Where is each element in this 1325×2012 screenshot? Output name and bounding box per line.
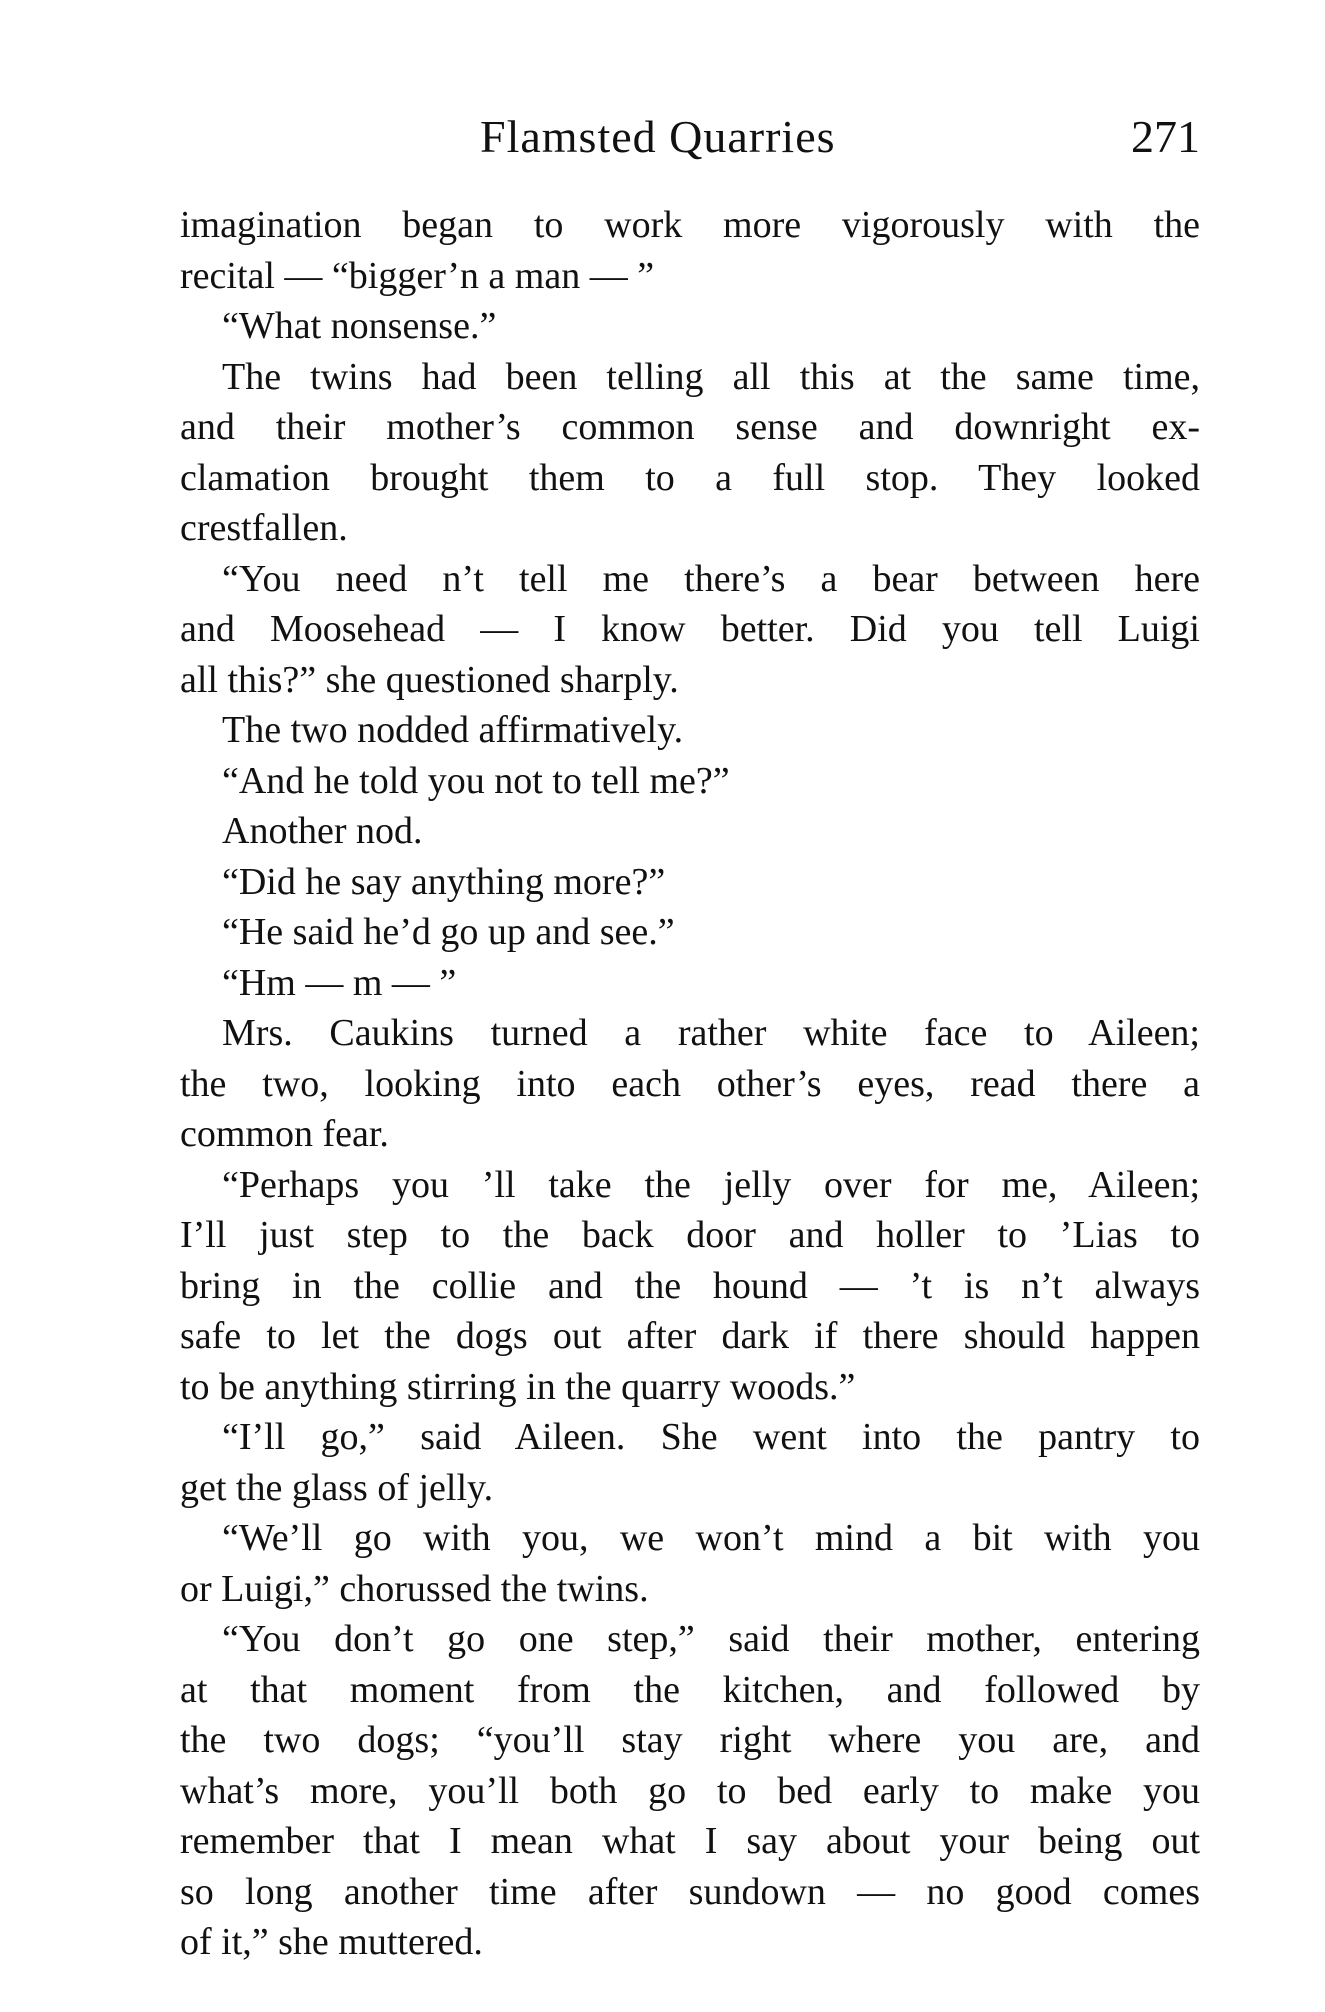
text-line: what’s more, you’ll both go to bed early to make you xyxy=(180,1769,1200,1812)
body-text xyxy=(180,200,1200,1968)
text-line: The twins had been telling all this at the same time, xyxy=(222,355,1200,398)
text-line: “And he told you not to tell me?” xyxy=(222,759,730,802)
text-line: “He said he’d go up and see.” xyxy=(222,911,675,953)
text-line: or Luigi,” chorussed the twins. xyxy=(180,1567,649,1610)
text-line: the two, looking into each other’s eyes, read there a xyxy=(180,1062,1200,1105)
text-line: crestfallen. xyxy=(180,507,348,549)
text-line: “We’ll go with you, we won’t mind a bit with you xyxy=(222,1517,1200,1559)
text-line: all this?” she questioned sharply. xyxy=(180,658,679,701)
text-line: safe to let the dogs out after dark if there should happen xyxy=(180,1315,1200,1357)
text-line: and Moosehead — I know better. Did you tell Luigi xyxy=(180,608,1200,650)
text-line: so long another time after sundown — no good comes xyxy=(180,1870,1200,1913)
text-line: “You need n’t tell me there’s a bear between here xyxy=(222,557,1200,600)
text-line: “I’ll go,” said Aileen. She went into the pantry to xyxy=(222,1416,1200,1458)
text-line: I’ll just step to the back door and holler to ’Lias to xyxy=(180,1214,1200,1256)
text-line: “Perhaps you ’ll take the jelly over for me, Aileen; xyxy=(222,1163,1200,1206)
text-line: “You don’t go one step,” said their mother, entering xyxy=(222,1618,1200,1660)
text-line: Another nod. xyxy=(222,810,423,852)
text-line: imagination began to work more vigorously with the xyxy=(180,204,1200,246)
text-line: the two dogs; “you’ll stay right where you are, and xyxy=(180,1719,1200,1761)
text-line: and their mother’s common sense and downright ex- xyxy=(180,406,1200,448)
text-line: Mrs. Caukins turned a rather white face to Aileen; xyxy=(222,1012,1200,1054)
text-line: The two nodded affirmatively. xyxy=(222,709,684,751)
page-header xyxy=(180,110,1200,180)
text-line: “What nonsense.” xyxy=(222,305,497,347)
text-line: bring in the collie and the hound — ’t is n’t always xyxy=(180,1264,1200,1307)
text-line: get the glass of jelly. xyxy=(180,1466,494,1509)
running-title: Flamsted Quarries xyxy=(480,111,836,162)
text-line: “Hm — m — ” xyxy=(222,961,457,1004)
text-line: clamation brought them to a full stop. They looked xyxy=(180,456,1200,499)
text-line: to be anything stirring in the quarry woods.” xyxy=(180,1365,856,1408)
text-line: common fear. xyxy=(180,1113,389,1155)
page-number: 271 xyxy=(1131,111,1200,162)
text-line: at that moment from the kitchen, and followed by xyxy=(180,1668,1200,1711)
text-line: recital — “bigger’n a man — ” xyxy=(180,254,655,297)
text-line: remember that I mean what I say about your being out xyxy=(180,1820,1200,1862)
text-line: of it,” she muttered. xyxy=(180,1921,483,1963)
text-line: “Did he say anything more?” xyxy=(222,860,666,903)
